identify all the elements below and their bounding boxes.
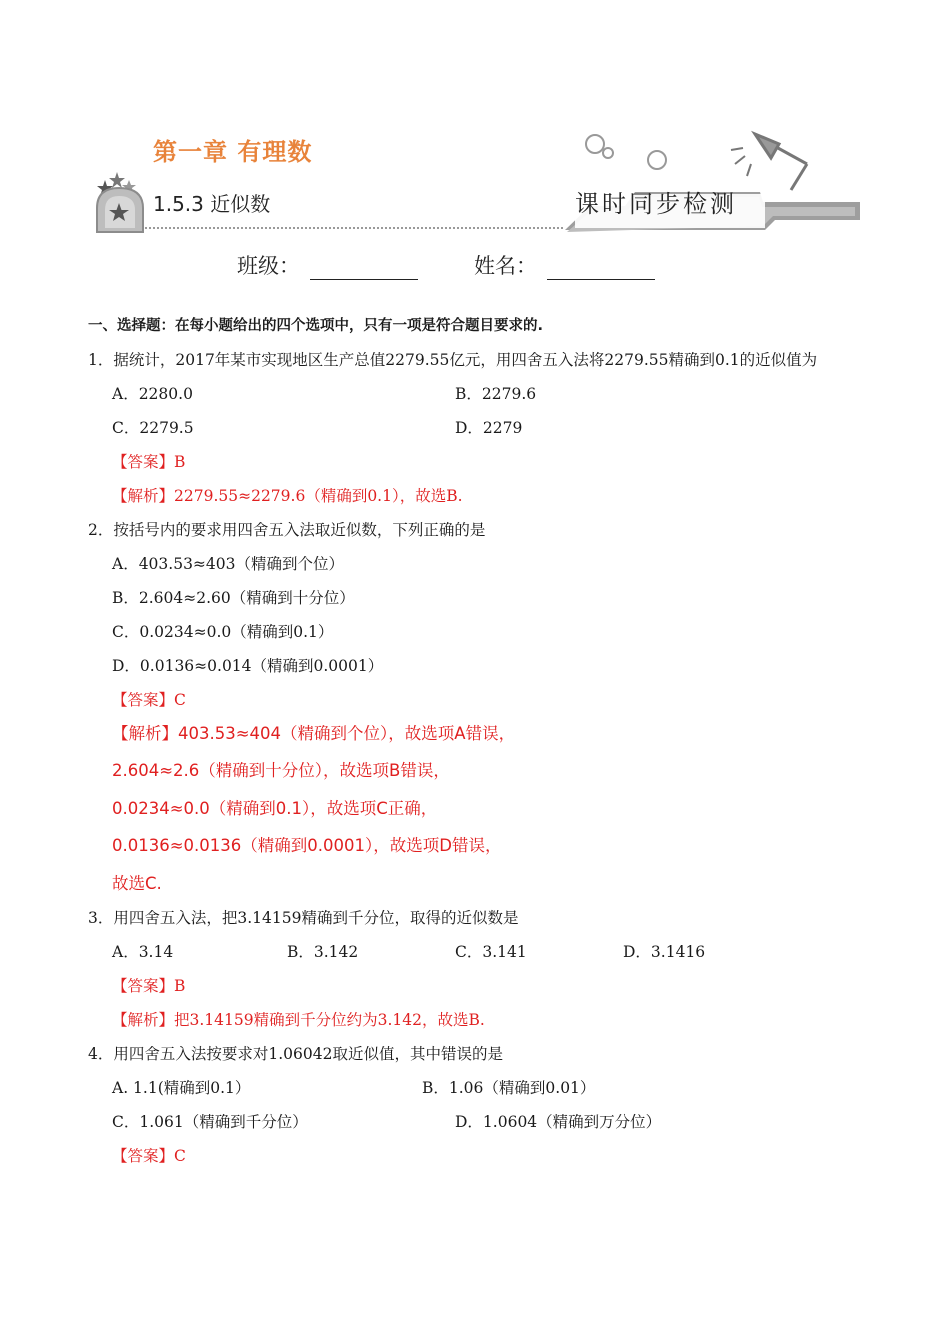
q4-option-c: C．1.061（精确到千分位）: [112, 1113, 308, 1131]
q2-analysis-line: 0.0136≈0.0136（精确到0.0001），故选项D错误，: [112, 836, 502, 855]
q4-option-a: A. 1.1(精确到0.1）: [112, 1079, 251, 1097]
q4-stem: 4．用四舍五入法按要求对1.06042取近似值，其中错误的是: [88, 1045, 503, 1063]
q3-option-a: A．3.14: [112, 943, 174, 961]
class-label: 班级：: [237, 254, 300, 278]
q1-stem: 1．据统计，2017年某市实现地区生产总值2279.55亿元，用四舍五入法将2279.55精确到0.1的近似值为: [88, 351, 818, 369]
q3-analysis: 【解析】把3.14159精确到千分位约为3.142，故选B.: [112, 1011, 485, 1029]
q1-option-c: C．2279.5: [112, 419, 194, 437]
page-header: [95, 120, 860, 235]
q2-option-d: D．0.0136≈0.014（精确到0.0001）: [112, 657, 384, 675]
q4-option-d: D．1.0604（精确到万分位）: [455, 1113, 662, 1131]
q2-option-c: C．0.0234≈0.0（精确到0.1）: [112, 623, 334, 641]
q2-analysis-line: 【解析】403.53≈404（精确到个位），故选项A错误，: [112, 724, 516, 743]
q2-stem: 2．按括号内的要求用四舍五入法取近似数，下列正确的是: [88, 521, 486, 539]
q1-option-b: B．2279.6: [455, 385, 537, 403]
name-blank: [547, 259, 655, 280]
q2-analysis-line: 故选C.: [112, 874, 162, 893]
section-title: 1.5.3 近似数: [153, 192, 271, 216]
bubble-icon: [648, 151, 666, 169]
q4-option-b: B．1.06（精确到0.01）: [422, 1079, 596, 1097]
q2-answer: 【答案】C: [112, 691, 186, 709]
q2-analysis-line: 0.0234≈0.0（精确到0.1），故选项C正确，: [112, 799, 438, 818]
q1-option-a: A．2280.0: [112, 385, 193, 403]
q3-answer: 【答案】B: [112, 977, 186, 995]
student-info-row: [237, 250, 655, 280]
q2-analysis-line: 2.604≈2.6（精确到十分位），故选项B错误，: [112, 761, 450, 780]
q4-answer: 【答案】C: [112, 1147, 186, 1165]
q2-option-b: B．2.604≈2.60（精确到十分位）: [112, 589, 355, 607]
q3-option-d: D．3.1416: [623, 943, 706, 961]
q3-stem: 3．用四舍五入法，把3.14159精确到千分位，取得的近似数是: [88, 909, 519, 927]
q1-answer: 【答案】B: [112, 453, 186, 471]
bubble-icon: [586, 135, 604, 153]
banner-title: 课时同步检测: [575, 190, 737, 218]
section-instruction: 一、选择题：在每小题给出的四个选项中，只有一项是符合题目要求的.: [88, 318, 544, 334]
star-icon: [109, 172, 125, 188]
q1-option-d: D．2279: [455, 419, 523, 437]
q1-analysis: 【解析】2279.55≈2279.6（精确到0.1），故选B.: [112, 487, 463, 505]
chapter-title: 第一章 有理数: [153, 138, 313, 166]
q3-option-c: C．3.141: [455, 943, 527, 961]
class-blank: [310, 259, 418, 280]
q2-option-a: A．403.53≈403（精确到个位）: [112, 555, 345, 573]
name-label: 姓名：: [474, 254, 537, 278]
desk-lamp-icon: [731, 134, 807, 190]
q3-option-b: B．3.142: [287, 943, 359, 961]
bubble-icon: [603, 148, 613, 158]
